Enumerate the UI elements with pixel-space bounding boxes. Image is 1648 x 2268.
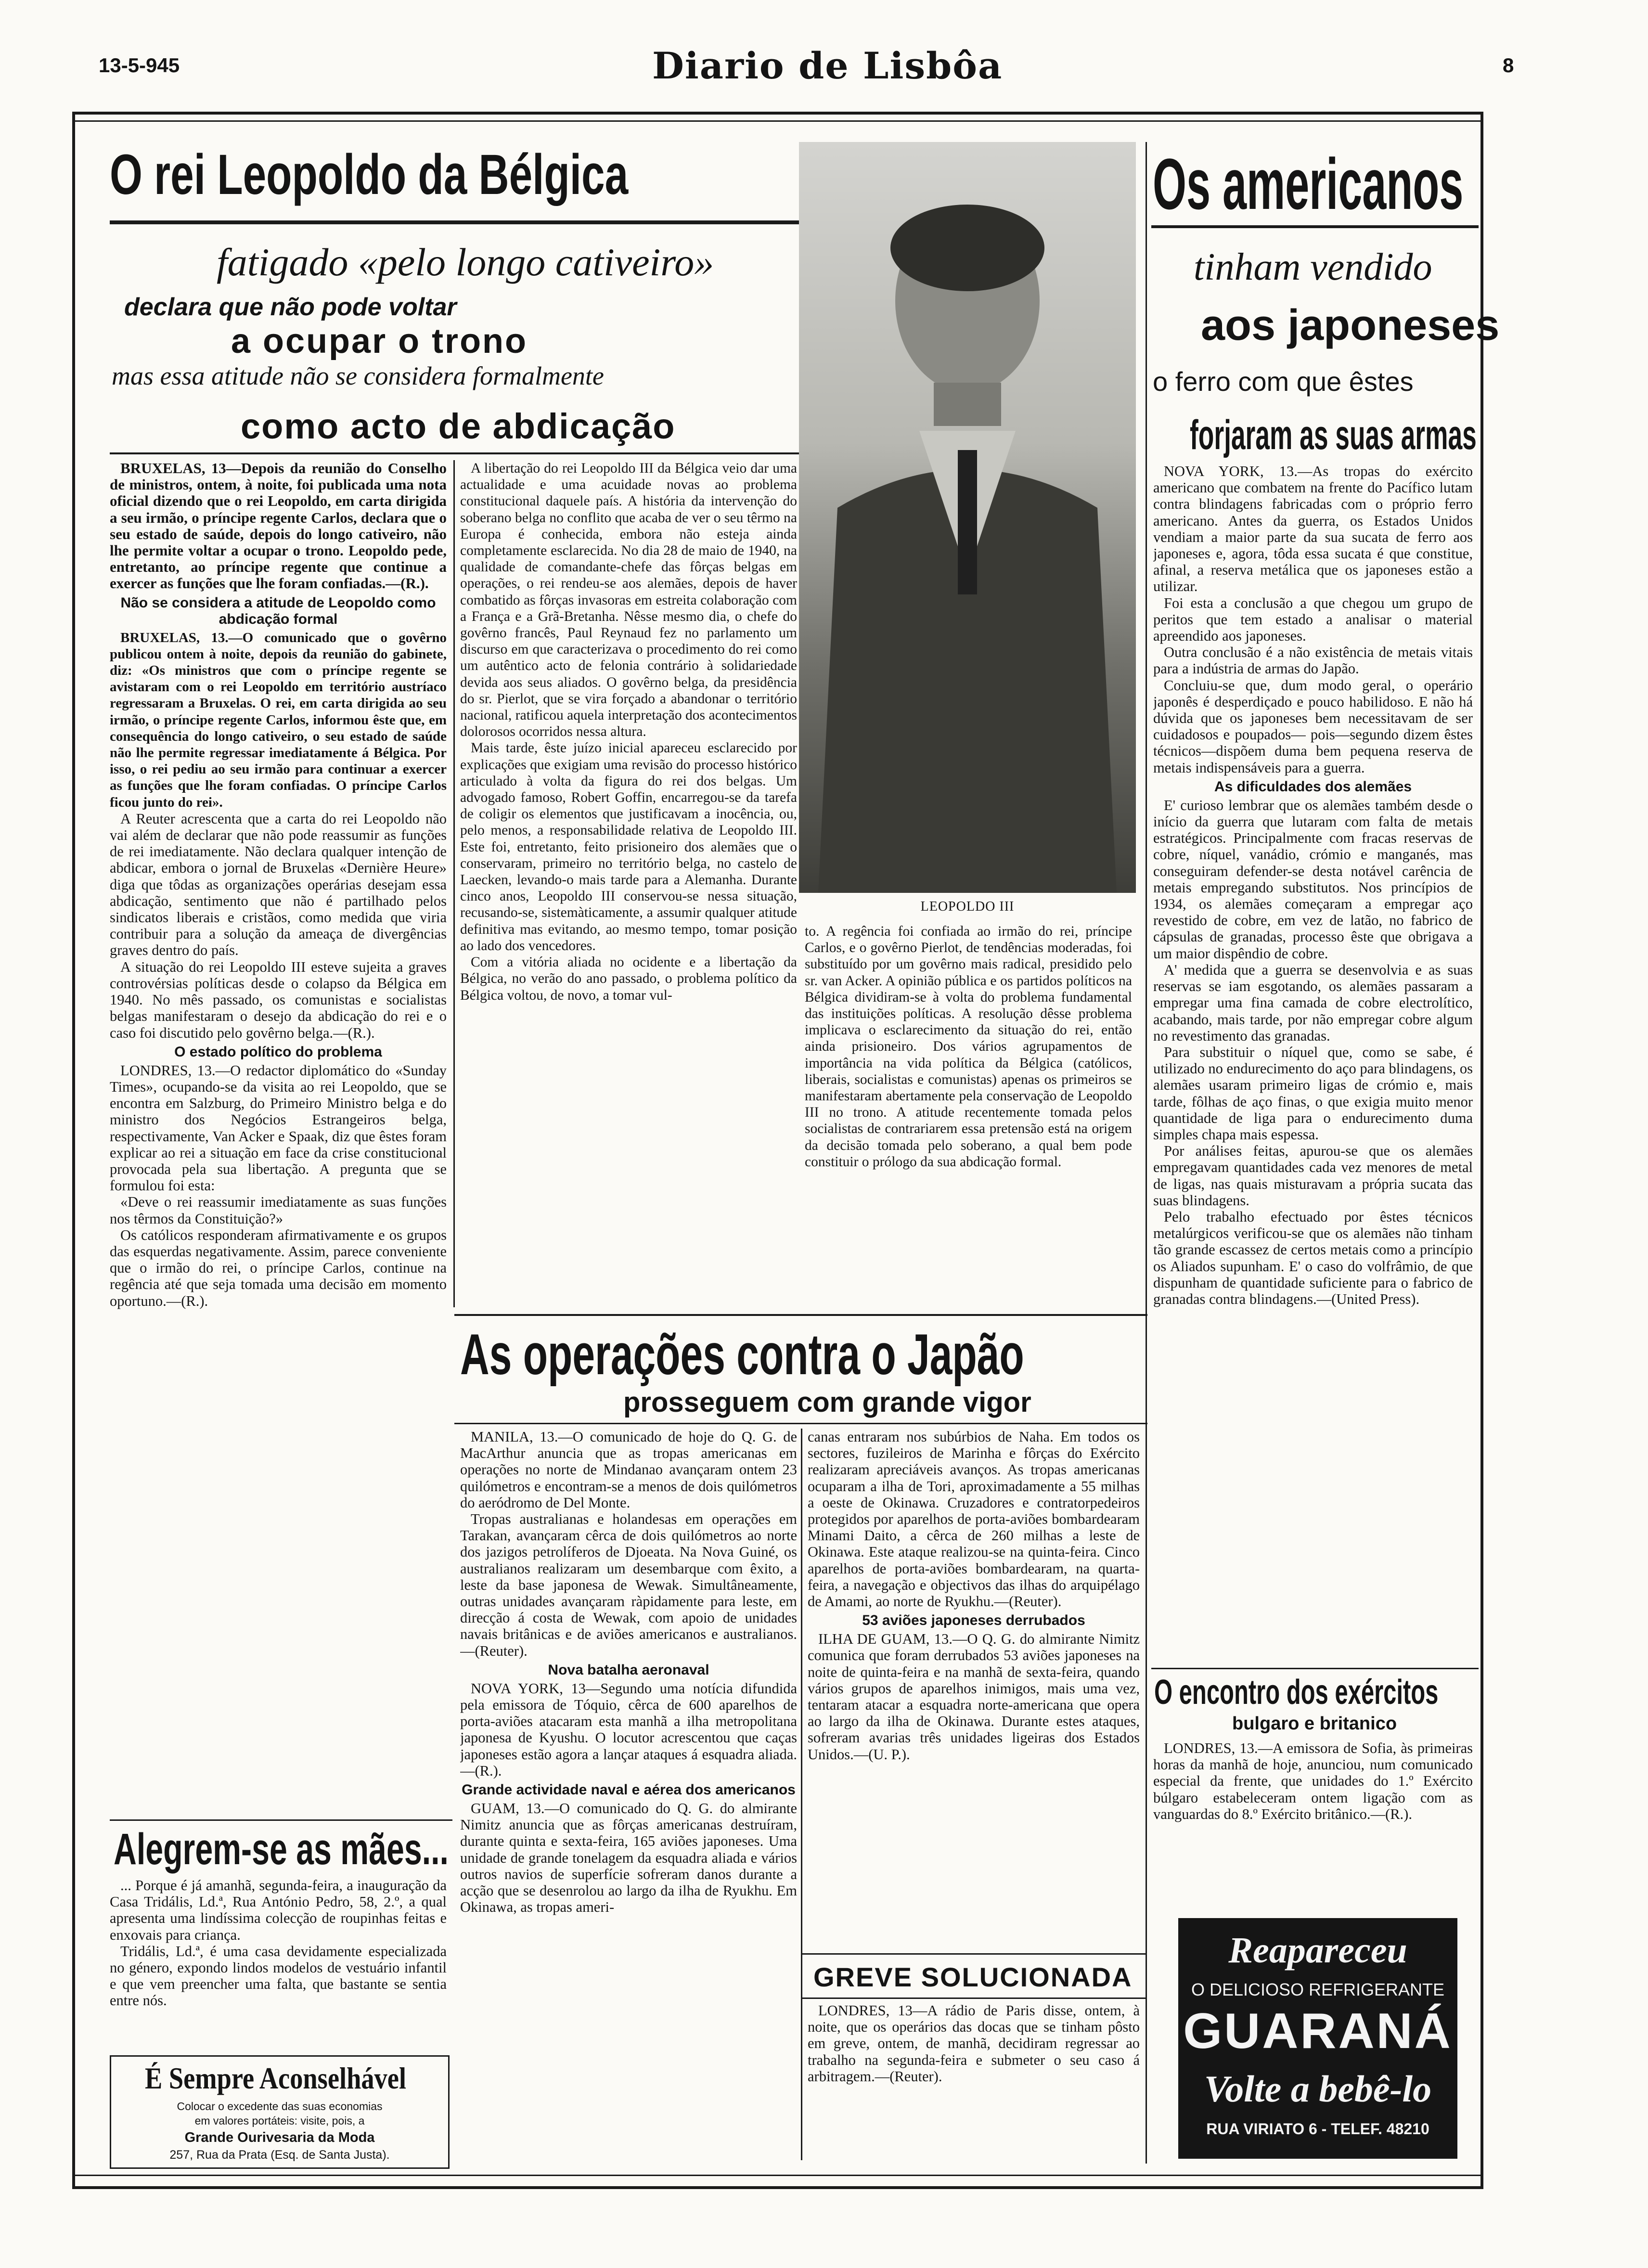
greve-top-rule (802, 1953, 1146, 1955)
leopold-sub4: mas essa atitude não se considera formalmente (112, 361, 604, 390)
ourivesaria-line3: Grande Ourivesaria da Moda (184, 2130, 375, 2145)
leopold-paragraph: A situação do rei Leopoldo III esteve sujeita a graves controvérsias políticas desde o colapso da Bélgica em 1940. No mês passado, os comunistas e socialistas belgas manifestaram o desejo da abdicação do rei e o caso foi discutido pelo govêrno belga.—(R.). (110, 958, 447, 1041)
americanos-paragraph: A' medida que a guerra se desenvolvia e as suas reservas se iam esgotando, os alemães passaram a empregar uma fina camada de cobre electrolítico, acabando, mais tarde, por não empregar cobre algum no revestimento das granadas. (1153, 961, 1473, 1044)
leopold-paragraph: Os católicos responderam afirmativamente e os grupos das esquerdas negativamente. Assim, parece conveniente que o irmão do rei, o príncipe Carlos, continue na regência até que seja tomada uma decisão em momento oportuno.—(R.). (110, 1226, 447, 1309)
alegrem-body (110, 1877, 447, 2041)
column-divider (453, 460, 455, 1307)
page-date: 13-5-945 (99, 54, 180, 77)
greve-paragraph: LONDRES, 13—A rádio de Paris disse, ontem, à noite, que os operários das docas que se tinham pôsto em greve, ontem, de manhã, decidiram regressar ao trabalho na segunda-feira e submeter o seu caso á arbitragem.—(Reuter). (808, 2002, 1140, 2085)
guarana-ad (1178, 1918, 1457, 2159)
americanos-paragraph: Por análises feitas, apurou-se que os alemães empregavam quantidades cada vez menores de metal de ligas, nas quais misturavam a própria sucata das suas blindagens. (1153, 1143, 1473, 1209)
leopold-sub2: declara que não pode voltar (124, 293, 457, 321)
leopold-analysis-paragraph: Com a vitória aliada no ocidente e a libertação da Bélgica, no verão do ano passado, o problema político da Bélgica voltou, de novo, a tomar vul- (460, 954, 797, 1003)
top-double-rule (72, 120, 1483, 122)
leopold-paragraph: «Deve o rei reassumir imediatamente as suas funções nos têrmos da Constituição?» (110, 1194, 447, 1227)
leopold-analysis-paragraph: A libertação do rei Leopoldo III da Bélgica veio dar uma actualidade e uma acuidade novas ao problema constitucional daquele país. A história da intervenção do soberano belga no conflito que acaba de ver o seu têrmo na Europa é conhecida, embora não esteja ainda completamente esclarecida. No dia 28 de maio de 1940, na qualidade de comandante-chefe das fôrças belgas em operações, o rei rendeu-se aos alemães, depois de haver combatido as fôrças invasoras em estreita colaboração com a França e a Grã-Bretanha. Nêsse mesmo dia, o chefe do govêrno francês, Paul Reynaud fez no parlamento um discurso em que caracterizava o procedimento do rei como um autêntico acto de felonia contrário à solidariedade devida aos seus aliados. O govêrno belga, da presidência do sr. Pierlot, que se vira forçado a abandonar o território nacional, ratificou aquela interpretação dos acontecimentos dolorosos ocorridos nessa altura. (460, 461, 797, 740)
americanos-headline: Os americanos (1153, 143, 1464, 224)
bottom-rule (72, 2175, 1483, 2176)
guarana-line2: O DELICIOSO REFRIGERANTE (1191, 1980, 1445, 1999)
leopold-paragraph: LONDRES, 13.—O redactor diplomático do «Sunday Times», ocupando-se da visita ao rei Leopoldo, que se encontra em Salzburg, do Primeiro Ministro belga e do ministro dos Negócios Estrangeiros belga, respectivamente, Van Acker e Spaak, diz que êstes foram explicar ao rei a situação em face da crise constitucional provocada pela sua libertação. A pregunta que se formulou foi esta: (110, 1062, 447, 1194)
japao-headline: As operações contra o Japão (460, 1322, 1024, 1387)
leopold-portrait-image (799, 142, 1136, 893)
americanos-paragraph: Para substituir o níquel que, como se sabe, é utilizado no endurecimento do aço para blindagens, os alemães usaram primeiro ligas de crómio e, mais tarde, fôlhas de aço finas, o que exigia muito menor quantidade de liga para o endurecimento duma simples chapa mais espessa. (1153, 1044, 1473, 1143)
japao-top-rule (454, 1314, 1147, 1316)
right-column-divider (1146, 142, 1147, 2164)
leopold-column-3 (805, 923, 1132, 1318)
encontro-sub: bulgaro e britanico (1232, 1714, 1397, 1734)
americanos-paragraph: E' curioso lembrar que os alemães também desde o início da guerra que lutaram com falta de metais estratégicos. Principalmente com fracas reservas de cobre, níquel, vanádio, crómio e manganés, mas conseguiram defender-se desta notável carência de metais empregando substitutos. Nos princípios de 1934, os alemães começaram a empregar aço revestido de cobre, em vez de latão, no fabrico de cápsulas de granadas, processo êste que obrigava a um maior dispêndio de cobre. (1153, 797, 1473, 962)
americanos-paragraph: Concluiu-se que, dum modo geral, o operário japonês é desperdiçado e pouco habilidoso. E não há dúvida que os japoneses bem necessitavam de ser cuidadosos e poupados— pois—segundo dizem êstes técnicos—dispõem duma bem pequena reserva de metais indispensáveis para a guerra. (1153, 677, 1473, 776)
column-divider (801, 1429, 802, 2160)
japao-paragraph: ILHA DE GUAM, 13.—O Q. G. do almirante Nimitz comunica que foram derrubados 53 aviões japoneses na noite de quinta-feira e na manhã de sexta-feira, quando vários grupos de aparelhos inimigos, mais uma vez, tentaram atacar a esquadra norte-americana que opera ao largo da ilha de Okinawa. Durante estes ataques, sofreram avarias três unidades ligeiras dos Estados Unidos.—(U. P.). (808, 1631, 1140, 1763)
japao-subhead-derrubados: 53 aviões japoneses derrubados (862, 1612, 1085, 1629)
leopold-analysis-paragraph: to. A regência foi confiada ao irmão do rei, príncipe Carlos, e o govêrno Pierlot, de tendências moderadas, foi substituído por um govêrno mais radical, presidido pelo sr. van Acker. A opinião pública e os partidos políticos na Bélgica dividiram-se à volta do problema fundamental das instituições políticas. A resolução dêsse problema implicava o esclarecimento da situação do rei, então ainda prisioneiro. Dos vários agrupamentos de importância na vida política da Bélgica (católicos, liberais, socialistas e comunistas) apenas os primeiros se manifestaram abertamente pela conservação de Leopoldo III no trono. A atitude recentemente tomada pelos socialistas de contrariarem essa pretensão está na origem da decisão tomada pelo soberano, a qual bem pode constituir o prólogo da sua abdicação formal. (805, 924, 1132, 1170)
alegrem-headline: Alegrem-se as mães... (114, 1825, 449, 1874)
japao-subhead-batalha: Nova batalha aeronaval (548, 1662, 709, 1678)
ourivesaria-line1: Colocar o excedente das suas economias (177, 2100, 383, 2113)
japao-sub-rule (454, 1423, 1147, 1424)
leopold-analysis-paragraph: Mais tarde, êste juízo inicial apareceu esclarecido por explicações que exigiam uma revisão do processo histórico articulado à volta da figura do rei dos belgas. Um advogado famoso, Robert Goffin, encarregou-se da tarefa de coligir os elementos que justificavam a inocência, ou, pelo menos, a responsabilidade relativa de Leopoldo III. Este foi, entretanto, feito prisioneiro dos alemães que o conservaram, primeiro no território belga, no castelo de Laecken, levando-o mais tarde para a Alemanha. Durante cinco anos, Leopoldo III conservou-se nessa situação, recusando-se, sistemàticamente, a assumir qualquer atitude definitiva mas evitando, ao mesmo tempo, tomar posição ao lado dos vencedores. (460, 740, 797, 954)
japao-sub: prosseguem com grande vigor (623, 1387, 1031, 1418)
japao-column-2 (808, 1429, 1140, 1948)
leopold-column-1 (110, 460, 447, 1635)
ourivesaria-line4: 257, Rua da Prata (Esq. de Santa Justa). (169, 2148, 390, 2162)
leopold-lead-paragraph: BRUXELAS, 13—Depois da reunião do Conselho de ministros, ontem, à noite, foi publicada uma nota oficial dizendo que o rei Leopoldo, em carta dirigida a seu irmão, o príncipe regente Carlos, declara que o seu estado de saúde, depois do longo cativeiro, não lhe permite voltar a ocupar o trono. Leopoldo pede, entretanto, ao príncipe regente que continue a exercer as funções que lhe foram confiadas.—(R.). (110, 460, 447, 592)
americanos-underline (1151, 225, 1479, 228)
masthead: Diario de Lisbôa (652, 44, 1003, 87)
americanos-sub4: forjaram as suas armas (1190, 412, 1477, 458)
leopold-sub1: fatigado «pelo longo cativeiro» (217, 240, 714, 284)
leopold-subhead-estado: O estado político do problema (174, 1044, 382, 1060)
guarana-line1: Reapareceu (1228, 1930, 1407, 1971)
japao-subhead-actividade: Grande actividade naval e aérea dos americanos (462, 1782, 796, 1798)
americanos-subhead-alemaes: As dificuldades dos alemães (1214, 778, 1412, 795)
alegrem-paragraph: Tridális, Ld.ª, é uma casa devidamente especializada no género, expondo lindos modelos de vestuário infantil e que vem preencher uma falta, que bastante se sentia entre nós. (110, 1943, 447, 2009)
leopold-sub-rule (110, 452, 803, 454)
americanos-paragraph: Pelo trabalho efectuado por êstes técnicos metalúrgicos verificou-se que os alemães não tinham tão grande escassez de certos metais como a princípio os Aliados supunham. E' o caso do volfrâmio, de que dispunham de quantidade suficiente para o fabrico de granadas contra blindagens.—(United Press). (1153, 1208, 1473, 1307)
encontro-paragraph: LONDRES, 13.—A emissora de Sofia, às primeiras horas da manhã de hoje, anunciou, num comunicado especial da frente, que unidades do 1.º Exército búlgaro estabeleceram ontem ligação com as vanguardas do 8.º Exército britânico.—(R.). (1153, 1740, 1473, 1822)
leopold-column-2 (460, 460, 797, 1307)
photo-caption: LEOPOLDO III (920, 899, 1015, 914)
japao-paragraph: MANILA, 13.—O comunicado de hoje do Q. G. de MacArthur anuncia que as tropas americanas em operações no norte de Mindanao avançaram ontem 23 quilómetros e encontram-se a menos de dois quilómetros do aeródromo de Del Monte. (460, 1429, 797, 1511)
americanos-paragraph: Foi esta a conclusão a que chegou um grupo de peritos que tem estado a analisar o material apreendido aos japoneses. (1153, 594, 1473, 644)
leopold-headline: O rei Leopoldo da Bélgica (110, 143, 629, 206)
japao-paragraph: GUAM, 13.—O comunicado do Q. G. do almirante Nimitz anuncia que as fôrças americanas destruíram, durante quinta e sexta-feira, 165 aviões japoneses. Uma unidade de grande tonelagem da esquadra aliada e vários outros navios de superfície sofreram danos durante a acção que se desenrolou ao largo da ilha de Ryukhu. Em Okinawa, as tropas ameri- (460, 1800, 797, 1916)
ourivesaria-line2: em valores portáteis: visite, pois, a (194, 2114, 365, 2127)
encontro-headline: O encontro dos exércitos (1154, 1673, 1439, 1712)
americanos-paragraph: NOVA YORK, 13.—As tropas do exército americano que combatem na frente do Pacífico lutam contra blindagens fabricadas com o próprio ferro americano. Antes da guerra, os Estados Unidos vendiam a maior parte da sua sucata de ferro aos japoneses e, agora, tôda essa sucata é que constitue, afinal, a reserva metálica que os japoneses estão a utilizar. (1153, 463, 1473, 595)
greve-body (808, 2002, 1140, 2161)
americanos-paragraph: Outra conclusão é a não existência de metais vitais para a indústria de armas do Japão. (1153, 644, 1473, 677)
encontro-body (1153, 1740, 1473, 1894)
leopold-photo (799, 142, 1136, 893)
leopold-paragraph: A Reuter acrescenta que a carta do rei Leopoldo não vai além de declarar que não pode reassumir as funções de rei imediatamente. Não declara qualquer intenção de abdicar, embora o jornal de Bruxelas «Dernière Heure» diga que tôdas as organizações operárias desejam essa abdicação, sentimento que não é partilhado pelos sindicatos liberais e cristãos, como medida que viria contribuir para a solução da ameaça de divergências graves dentro do país. (110, 810, 447, 959)
headline-underline (110, 220, 803, 224)
americanos-body (1153, 463, 1473, 1695)
leopold-subhead-abdicacao: Não se considera a atitude de Leopoldo como abdicação formal (120, 594, 436, 627)
greve-sub-rule (802, 1997, 1146, 1999)
japao-column-1 (460, 1429, 797, 2160)
guarana-line3: GUARANÁ (1183, 2003, 1453, 2059)
americanos-sub2: aos japoneses (1201, 301, 1500, 349)
guarana-line4: Volte a bebê-lo (1204, 2068, 1432, 2110)
leopold-paragraph: BRUXELAS, 13.—O comunicado que o govêrno publicou ontem à noite, depois da reunião do gabinete, diz: «Os ministros que com o príncipe regente se avistaram com o rei Leopoldo em território austríaco regressaram a Bruxelas. O rei, em carta dirigida ao seu irmão, o príncipe regente Carlos, informou êste que, em consequência do longo cativeiro, o seu estado de saúde não lhe permite regressar imediatamente á Bélgica. Por isso, o rei pediu ao seu irmão para continuar a exercer as funções que lhe foram confiadas. O príncipe Carlos ficou junto do rei». (110, 630, 447, 810)
guarana-line5: RUA VIRIATO 6 - TELEF. 48210 (1206, 2120, 1429, 2138)
greve-headline: GREVE SOLUCIONADA (813, 1962, 1133, 1992)
japao-paragraph: canas entraram nos subúrbios de Naha. Em todos os sectores, fuzileiros de Marinha e fôrças do Exército realizaram apreciáveis avanços. As tropas americanas ocuparam a ilha de Tori, aproximadamente a 55 milhas a oeste de Okinawa. Cruzadores e contratorpedeiros protegidos por aparelhos de porta-aviões bombardearam Minami Daito, a cêrca de 260 milhas a leste de Okinawa. Este ataque realizou-se na quinta-feira. Cinco aparelhos de porta-aviões bombardearam, na quarta-feira, a navegação e objectivos das ilhas do arquipélago de Amami, ao norte de Ryukhu.—(Reuter). (808, 1429, 1140, 1610)
leopold-sub5: como acto de abdicação (241, 406, 676, 446)
alegrem-paragraph: ... Porque é já amanhã, segunda-feira, a inauguração da Casa Tridális, Ld.ª, Rua António Pedro, 58, 2.º, a qual apresenta uma lindíssima colecção de roupinhas feitas e enxovais para criança. (110, 1877, 447, 1943)
americanos-sub3: o ferro com que êstes (1153, 366, 1414, 397)
americanos-sub1: tinham vendido (1194, 246, 1432, 288)
ourivesaria-headline: É Sempre Aconselhável (145, 2061, 406, 2095)
japao-paragraph: NOVA YORK, 13—Segundo uma notícia difundida pela emissora de Tóquio, cêrca de 600 aparelhos de porta-aviões atacaram esta manhã a ilha metropolitana japonesa de Kyushu. O locutor acrescentou que caças japoneses estão agora a lançar ataques á esquadra aliada.—(R.). (460, 1680, 797, 1779)
japao-paragraph: Tropas australianas e holandesas em operações em Tarakan, avançaram cêrca de dois quilómetros ao norte dos jazigos petrolíferos de Djoeata. Na Nova Guiné, os australianos realizaram um desembarque com êxito, a leste da base japonesa de Wewak. Simultâneamente, outras unidades avançaram ràpidamente para leste, em direcção á costa de Wewak, com apoio de unidades navais britânicas e de aviões americanos e australianos.—(Reuter). (460, 1511, 797, 1659)
alegrem-top-rule (110, 1819, 452, 1821)
encontro-top-rule (1151, 1668, 1479, 1669)
leopold-sub3: a ocupar o trono (231, 322, 528, 361)
ourivesaria-ad (110, 2055, 450, 2169)
page-number: 8 (1503, 54, 1514, 77)
